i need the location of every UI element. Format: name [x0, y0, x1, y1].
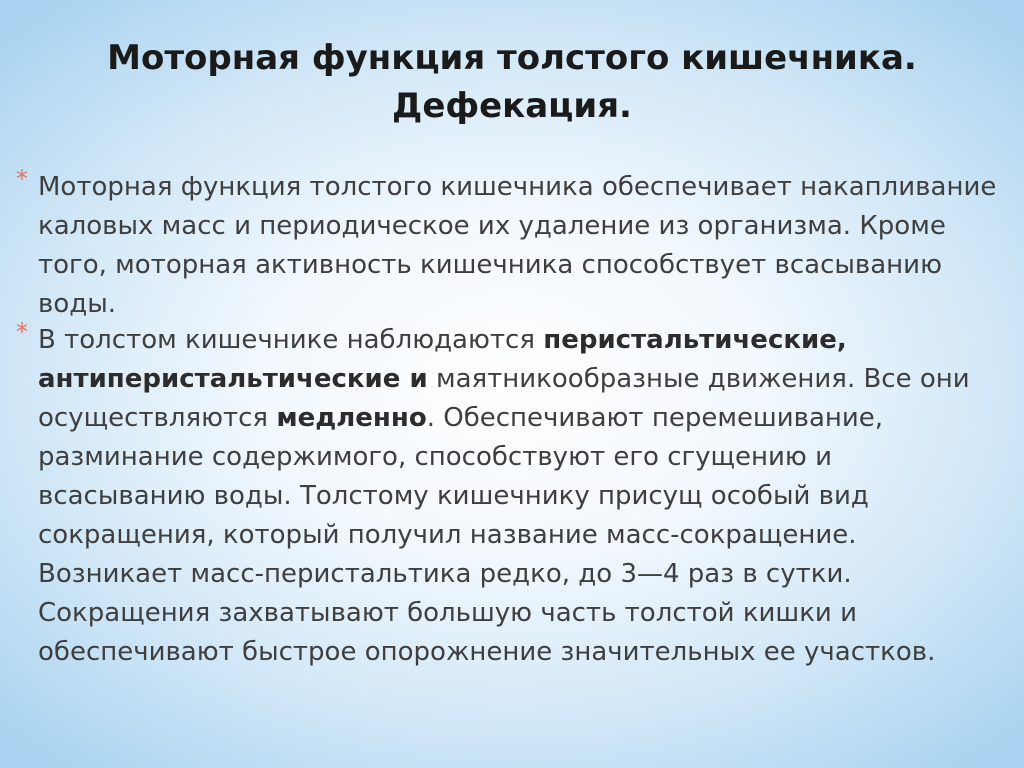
bullet-2-text-part-1: В толстом кишечнике наблюдаются: [38, 325, 544, 355]
slide-title: [20, 34, 1004, 130]
bullet-item-1: [16, 165, 1006, 324]
bullet-2-bold-slowly: медленно: [276, 403, 427, 433]
asterisk-bullet-icon: *: [16, 165, 28, 193]
bullet-2-text-part-3: . Обеспечивают перемешивание, разминание содержимого, способствуют его сгущению и всасыванию воды. Толстому кишечнику присущ особый вид сокращения, который получил название масс-сокращение. Возникает масс-перистальтика редко, до 3—4 раз в сутки. Сокращения захватывают большую часть толстой кишки и обеспечивают быстрое опорожнение значительных ее участков.: [38, 403, 936, 667]
asterisk-bullet-icon: *: [16, 318, 28, 346]
bullet-item-2: [16, 318, 1006, 672]
bullet-2-bold-movements: перистальтические, антиперистальтические и: [38, 325, 847, 394]
bullet-list: [16, 165, 1006, 669]
title-line-1: Моторная функция толстого кишечника.: [107, 38, 917, 78]
bullet-1-text: Моторная функция толстого кишечника обеспечивает накапливание каловых масс и периодическое их удаление из организма. Кроме того, моторная активность кишечника способствует всасыванию воды.: [38, 172, 997, 319]
title-line-2: Дефекация.: [392, 86, 632, 126]
bullet-2-text-part-2: маятникообразные движения. Все они осуществляются: [38, 364, 970, 433]
